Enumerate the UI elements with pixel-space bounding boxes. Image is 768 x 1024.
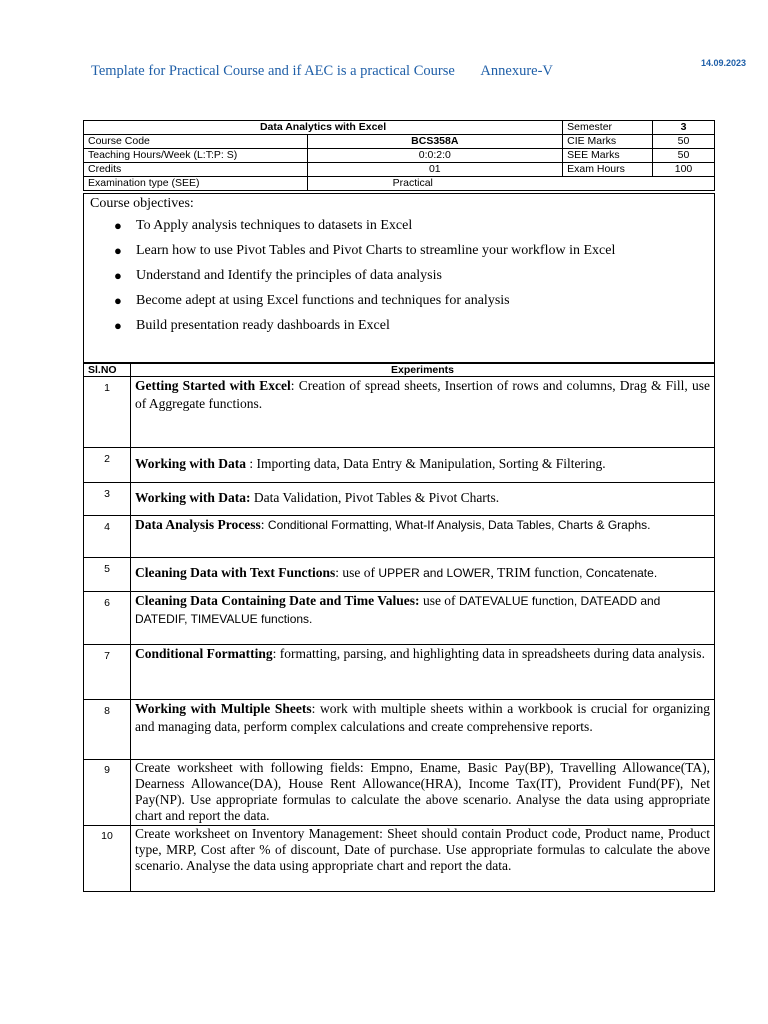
exam-hours-value: 100 (653, 163, 715, 177)
course-objectives-table (83, 193, 715, 363)
course-objectives-cell (84, 194, 715, 363)
experiment-row (84, 760, 715, 826)
exam-type-label: Examination type (SEE) (84, 177, 308, 191)
experiment-row (84, 700, 715, 760)
experiment-number: 4 (84, 516, 131, 558)
experiment-number: 5 (84, 558, 131, 592)
experiment-number: 10 (84, 826, 131, 892)
exam-type-value: Practical (307, 177, 715, 191)
experiment-description: Create worksheet on Inventory Management: Sheet should contain Product code, Product name, Product type, MRP, Cost after % of discount, Date of purchase. Use appropriate formulas to calculate the above scenario. Analyse the data using appropriate chart and report the data. (131, 826, 715, 892)
objective-item: ● Understand and Identify the principles of data analysis (114, 268, 442, 283)
bullet-icon: ● (114, 268, 122, 283)
experiment-number: 2 (84, 448, 131, 483)
experiment-number: 8 (84, 700, 131, 760)
see-marks-value: 50 (653, 149, 715, 163)
experiment-description: Cleaning Data with Text Functions: use of UPPER and LOWER, TRIM function, Concatenate. (131, 558, 715, 592)
objectives-list (90, 218, 708, 334)
semester-value: 3 (653, 121, 715, 135)
experiment-row (84, 483, 715, 516)
experiment-row (84, 516, 715, 558)
experiment-description: Conditional Formatting: formatting, parsing, and highlighting data in spreadsheets during data analysis. (131, 645, 715, 700)
objective-item: ● Learn how to use Pivot Tables and Pivot Charts to streamline your workflow in Excel (114, 243, 616, 258)
experiment-description: Data Analysis Process: Conditional Formatting, What-If Analysis, Data Tables, Charts & Graphs. (131, 516, 715, 558)
experiment-description: Create worksheet with following fields: Empno, Ename, Basic Pay(BP), Travelling Allowance(TA), Dearness Allowance(DA), House Rent Allowance(HRA), Income Tax(IT), Provident Fund(PF), Net Pay(NP). Use appropriate formulas to calculate the above scenario. Analyse the data using appropriate chart and report the data. (131, 760, 715, 826)
bullet-icon: ● (114, 218, 122, 233)
experiment-description: Getting Started with Excel: Creation of spread sheets, Insertion of rows and columns, Drag & Fill, use of Aggregate functions. (131, 377, 715, 448)
cie-marks-value: 50 (653, 135, 715, 149)
col-header-experiments: Experiments (131, 364, 715, 377)
semester-label: Semester (563, 121, 653, 135)
course-info-table (83, 120, 715, 191)
experiment-description: Working with Multiple Sheets: work with multiple sheets within a workbook is crucial for organizing and managing data, perform complex calculations and create comprehensive reports. (131, 700, 715, 760)
experiment-row (84, 645, 715, 700)
see-marks-label: SEE Marks (563, 149, 653, 163)
experiment-row (84, 826, 715, 892)
bullet-icon: ● (114, 318, 122, 333)
teaching-hours-label: Teaching Hours/Week (L:T:P: S) (84, 149, 308, 163)
experiment-row (84, 448, 715, 483)
credits-label: Credits (84, 163, 308, 177)
experiment-number: 7 (84, 645, 131, 700)
course-code-value: BCS358A (307, 135, 563, 149)
experiment-number: 6 (84, 592, 131, 645)
col-header-sl-no: Sl.NO (84, 364, 131, 377)
objective-item: ● To Apply analysis techniques to datasets in Excel (114, 218, 413, 233)
experiment-row (84, 377, 715, 448)
template-title: Template for Practical Course and if AEC is a practical Course (91, 63, 455, 79)
page-header (91, 63, 553, 80)
teaching-hours-value: 0:0:2:0 (307, 149, 563, 163)
bullet-icon: ● (114, 293, 122, 308)
experiment-number: 1 (84, 377, 131, 448)
annexure-label: Annexure-V (480, 63, 553, 79)
objectives-heading: Course objectives: (90, 196, 194, 211)
experiment-description: Cleaning Data Containing Date and Time Values: use of DATEVALUE function, DATEADD and DATEDIF, TIMEVALUE functions. (131, 592, 715, 645)
course-code-label: Course Code (84, 135, 308, 149)
experiment-row (84, 592, 715, 645)
course-name: Data Analytics with Excel (84, 121, 563, 135)
experiment-number: 9 (84, 760, 131, 826)
exam-hours-label: Exam Hours (563, 163, 653, 177)
objective-item: ● Build presentation ready dashboards in Excel (114, 318, 390, 333)
experiment-row (84, 558, 715, 592)
credits-value: 01 (307, 163, 563, 177)
experiment-description: Working with Data : Importing data, Data Entry & Manipulation, Sorting & Filtering. (131, 448, 715, 483)
bullet-icon: ● (114, 243, 122, 258)
experiments-table (83, 363, 715, 892)
experiment-description: Working with Data: Data Validation, Pivot Tables & Pivot Charts. (131, 483, 715, 516)
objective-item: ● Become adept at using Excel functions and techniques for analysis (114, 293, 510, 308)
cie-marks-label: CIE Marks (563, 135, 653, 149)
experiment-number: 3 (84, 483, 131, 516)
document-date: 14.09.2023 (700, 58, 746, 68)
